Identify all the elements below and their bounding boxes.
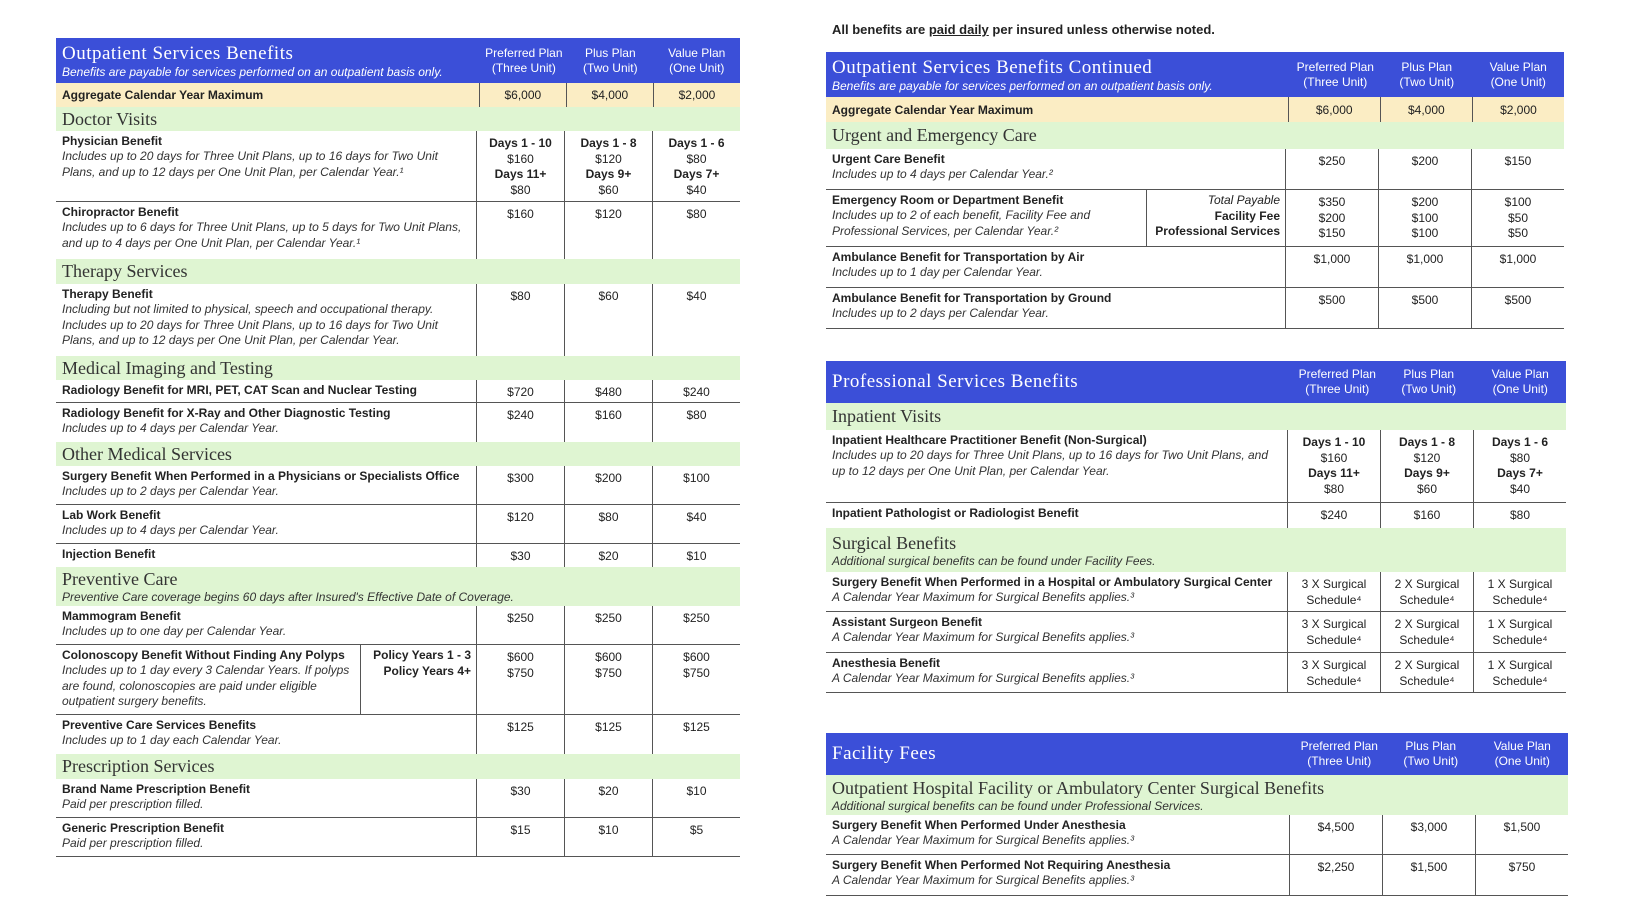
table-cell: Includes up to 20 days for Three Unit Plans, up to 16 days for Two Unit Plans, and up to 12 days per One Unit Plan, per Calendar Year. xyxy=(832,448,1269,478)
table-cell: Aggregate Calendar Year Maximum xyxy=(832,102,1034,117)
table-cell: $10 xyxy=(652,544,740,567)
table-cell: $100 xyxy=(1411,210,1439,225)
table-cell: $750 xyxy=(683,665,710,680)
table-cell: Ambulance Benefit for Transportation by Air xyxy=(832,250,1085,264)
table-cell: Includes up to one day per Calendar Year. xyxy=(62,624,287,638)
table-cell: Days 1 - 8 xyxy=(580,136,637,150)
table-cell: $200 xyxy=(564,466,652,504)
table-cell: $125 xyxy=(652,715,740,754)
table-cell: $120 xyxy=(595,151,622,166)
table-cell: $80 xyxy=(564,505,652,543)
table-cell: 2 X Surgical xyxy=(1394,658,1460,672)
table-cell: Schedule⁴ xyxy=(1492,632,1548,647)
table-cell: $160 xyxy=(476,202,564,259)
table-cell: Other Medical Services xyxy=(62,443,232,464)
table-cell: Facility Fee xyxy=(1214,208,1280,223)
table-cell: (Two Unit) xyxy=(1401,382,1457,396)
table-cell: Includes up to 2 days per Calendar Year. xyxy=(62,484,279,498)
table-cell: Generic Prescription Benefit xyxy=(62,821,225,835)
table-cell: Emergency Room or Department Benefit xyxy=(832,193,1064,207)
table-cell: $2,000 xyxy=(1472,97,1564,122)
table-cell: (One Unit) xyxy=(669,60,725,75)
table-cell: A Calendar Year Maximum for Surgical Benefits applies.³ xyxy=(832,630,1135,644)
table-row xyxy=(56,466,740,505)
table-cell: $120 xyxy=(1413,450,1441,465)
table-cell: $250 xyxy=(564,606,652,644)
table-cell: $240 xyxy=(652,380,740,402)
section-doctor-visits xyxy=(56,107,740,131)
table-cell: $125 xyxy=(564,715,652,754)
aggregate-row xyxy=(56,83,740,107)
table-cell: Includes up to 4 days per Calendar Year.² xyxy=(832,167,1053,181)
table-cell: Days 1 - 10 xyxy=(489,136,552,150)
table-cell: Days 1 - 6 xyxy=(668,136,725,150)
table-cell: Anesthesia Benefit xyxy=(832,656,941,670)
section-medical-imaging xyxy=(56,356,740,380)
table-cell: $100 xyxy=(652,466,740,504)
table-cell: $10 xyxy=(564,818,652,856)
table-cell: Radiology Benefit for X-Ray and Other Diagnostic Testing xyxy=(62,406,391,420)
table-cell: $150 xyxy=(1471,149,1564,189)
plan-header-preferred xyxy=(1292,361,1383,403)
table-cell: $10 xyxy=(652,779,740,817)
table-cell: 3 X Surgical xyxy=(1301,658,1367,672)
table-cell: $80 xyxy=(510,182,531,197)
plan-header-preferred xyxy=(1294,733,1386,775)
table-cell: Ambulance Benefit for Transportation by Ground xyxy=(832,291,1112,305)
table-cell: Schedule⁴ xyxy=(1306,592,1362,607)
table-cell: $4,500 xyxy=(1289,815,1382,854)
table-cell: 1 X Surgical xyxy=(1487,617,1553,631)
table-row xyxy=(56,606,740,645)
table-cell: $300 xyxy=(476,466,564,504)
table-cell: A Calendar Year Maximum for Surgical Benefits applies.³ xyxy=(832,833,1135,847)
table-cell: Days 9+ xyxy=(1404,466,1450,480)
table-cell: 1 X Surgical xyxy=(1487,658,1553,672)
table-cell: (Two Unit) xyxy=(582,60,638,75)
table-title: Facility Fees xyxy=(832,743,937,764)
table-cell: Days 1 - 6 xyxy=(1491,435,1549,449)
table-cell: Days 9+ xyxy=(585,167,632,181)
table-row xyxy=(826,288,1564,329)
table-cell: $30 xyxy=(476,544,564,567)
table-row xyxy=(56,818,740,857)
table-cell: 1 X Surgical xyxy=(1487,577,1553,591)
section-inpatient-visits xyxy=(826,403,1566,430)
table-row xyxy=(56,715,740,754)
table-cell: $4,000 xyxy=(1380,97,1472,122)
table-cell: Aggregate Calendar Year Maximum xyxy=(62,88,264,102)
table-cell: $100 xyxy=(1504,195,1532,209)
plan-header-preferred xyxy=(481,38,567,83)
table-cell: All benefits are xyxy=(832,22,929,37)
table-cell: Inpatient Visits xyxy=(832,406,942,426)
table-cell: $160 xyxy=(1380,503,1473,528)
table-row xyxy=(826,503,1566,528)
table-cell: $2,000 xyxy=(653,83,740,107)
table-cell: Preventive Care xyxy=(62,569,178,589)
table-row xyxy=(826,149,1564,190)
table-cell: $50 xyxy=(1507,210,1529,225)
table-cell: Preferred Plan xyxy=(485,45,563,60)
table-header xyxy=(56,38,740,83)
table-header xyxy=(826,361,1566,403)
plan-header-plus xyxy=(1381,52,1472,97)
table-cell: $40 xyxy=(1509,481,1531,496)
table-cell: Schedule⁴ xyxy=(1306,632,1362,647)
table-cell: $6,000 xyxy=(1288,97,1380,122)
table-cell: Injection Benefit xyxy=(62,547,156,561)
table-cell: $40 xyxy=(686,182,707,197)
table-cell: Preventive Care Services Benefits xyxy=(62,718,257,732)
section-other-medical xyxy=(56,442,740,466)
table-cell: (One Unit) xyxy=(1490,74,1546,89)
table-cell: $1,500 xyxy=(1382,855,1475,895)
table-subtitle: Benefits are payable for services performed on an outpatient basis only. xyxy=(62,64,443,79)
table-cell: $20 xyxy=(564,544,652,567)
table-cell: Paid per prescription filled. xyxy=(62,797,204,811)
table-cell: Schedule⁴ xyxy=(1399,592,1455,607)
table-cell: $3,000 xyxy=(1382,815,1475,854)
table-cell: Additional surgical benefits can be found under Facility Fees. xyxy=(832,553,1156,568)
table-row xyxy=(56,403,740,442)
table-cell: (Three Unit) xyxy=(491,60,556,75)
table-row xyxy=(826,247,1564,288)
table-cell: $200 xyxy=(1378,149,1471,189)
table-cell: Therapy Benefit xyxy=(62,287,153,301)
table-cell: Professional Services xyxy=(1155,224,1280,238)
table-cell: (Three Unit) xyxy=(1305,382,1370,396)
table-row xyxy=(56,380,740,403)
table-cell: Surgery Benefit When Performed Not Requiring Anesthesia xyxy=(832,858,1171,872)
table-cell: Therapy Services xyxy=(62,261,188,281)
table-row xyxy=(56,202,740,259)
table-cell: $250 xyxy=(652,606,740,644)
table-cell: Includes up to 6 days for Three Unit Plans, up to 5 days for Two Unit Plans, and up to 4 days per One Unit Plan, per Calendar Year.¹ xyxy=(62,220,462,250)
table-cell: $40 xyxy=(652,284,740,356)
table-cell: Schedule⁴ xyxy=(1399,673,1455,688)
table-cell: $50 xyxy=(1507,226,1529,240)
table-cell: Preferred Plan xyxy=(1300,739,1378,753)
table-cell: $250 xyxy=(1285,149,1378,189)
plan-header-preferred xyxy=(1290,52,1381,97)
table-cell: Days 7+ xyxy=(673,167,720,181)
table-cell: Preferred Plan xyxy=(1298,367,1376,381)
table-cell: $160 xyxy=(507,151,534,166)
table-cell: (One Unit) xyxy=(1492,382,1548,396)
section-outpatient-hospital-facility xyxy=(826,775,1568,815)
table-cell: $200 xyxy=(1318,210,1346,225)
table-cell: $60 xyxy=(598,182,619,197)
table-cell: $1,000 xyxy=(1285,247,1378,287)
table-cell: Includes up to 2 of each benefit, Facility Fee and Professional Services, per Calendar Year.² xyxy=(832,208,1091,238)
table-cell: 3 X Surgical xyxy=(1301,617,1367,631)
table-cell: Days 1 - 8 xyxy=(1398,435,1456,449)
table-cell: Including but not limited to physical, speech and occupational therapy. Includes up to 20 days for Three Unit Plans, up to 16 days for Two Unit Plans, and up to 12 days per One Unit Plan, per Calendar Year. xyxy=(62,302,438,347)
table-row xyxy=(826,815,1568,855)
table-cell: Includes up to 2 days per Calendar Year. xyxy=(832,306,1049,320)
table-cell: Policy Years 1 - 3 xyxy=(373,648,471,662)
table-cell: $1,000 xyxy=(1378,247,1471,287)
table-cell: $720 xyxy=(476,380,564,402)
table-cell: $160 xyxy=(564,403,652,442)
table-cell: $60 xyxy=(1416,481,1438,496)
table-cell: $120 xyxy=(564,202,652,259)
table-cell: Schedule⁴ xyxy=(1492,673,1548,688)
table-cell: (Three Unit) xyxy=(1303,74,1368,89)
table-subtitle: Benefits are payable for services performed on an outpatient basis only. xyxy=(832,78,1213,93)
table-cell: Inpatient Healthcare Practitioner Benefit (Non-Surgical) xyxy=(832,433,1147,447)
table-cell: (One Unit) xyxy=(1494,754,1550,768)
table-cell: Days 11+ xyxy=(1308,466,1360,480)
table-cell: $80 xyxy=(652,202,740,259)
table-title: Professional Services Benefits xyxy=(832,371,1079,392)
table-cell: $750 xyxy=(507,665,534,680)
table-cell: Physician Benefit xyxy=(62,134,163,148)
table-cell: Schedule⁴ xyxy=(1306,673,1362,688)
table-cell: Includes up to 20 days for Three Unit Plans, up to 16 days for Two Unit Plans, and up to 12 days per One Unit Plan, per Calendar Year.¹ xyxy=(62,149,438,179)
table-row xyxy=(56,505,740,544)
table-cell: Includes up to 4 days per Calendar Year. xyxy=(62,421,279,435)
table-cell: $40 xyxy=(652,505,740,543)
table-cell: $80 xyxy=(1509,450,1531,465)
table-cell: (Two Unit) xyxy=(1403,754,1459,768)
section-urgent-emergency xyxy=(826,122,1564,149)
table-cell: $80 xyxy=(686,151,707,166)
table-cell: Plus Plan xyxy=(1403,367,1455,381)
table-title: Outpatient Services Benefits Continued xyxy=(832,56,1153,78)
plan-header-value xyxy=(1475,361,1566,403)
table-cell: $30 xyxy=(476,779,564,817)
table-cell: Colonoscopy Benefit Without Finding Any Polyps xyxy=(62,648,345,662)
table-cell: $100 xyxy=(1411,226,1439,240)
table-cell: Radiology Benefit for MRI, PET, CAT Scan and Nuclear Testing xyxy=(62,383,417,397)
plan-header-value xyxy=(654,38,740,83)
table-cell: $120 xyxy=(476,505,564,543)
table-cell: Includes up to 1 day each Calendar Year. xyxy=(62,733,282,747)
table-cell: Assistant Surgeon Benefit xyxy=(832,615,983,629)
table-cell: Value Plan xyxy=(1489,59,1547,74)
table-cell: Days 7+ xyxy=(1497,466,1543,480)
table-cell: $160 xyxy=(1320,450,1348,465)
table-row xyxy=(826,190,1564,247)
table-cell: Includes up to 1 day every 3 Calendar Years. If polyps are found, colonoscopies are paid under eligible outpatient surgery benefits. xyxy=(62,663,350,708)
table-cell: $80 xyxy=(652,403,740,442)
table-cell: A Calendar Year Maximum for Surgical Benefits applies.³ xyxy=(832,671,1135,685)
table-cell: (Two Unit) xyxy=(1399,74,1455,89)
table-cell: $750 xyxy=(1475,855,1568,895)
section-prescription xyxy=(56,754,740,779)
table-cell: $125 xyxy=(476,715,564,754)
plan-header-value xyxy=(1477,733,1569,775)
table-cell: $500 xyxy=(1378,288,1471,328)
table-cell: Medical Imaging and Testing xyxy=(62,357,273,378)
table-row xyxy=(826,653,1566,693)
table-cell: $500 xyxy=(1471,288,1564,328)
table-row xyxy=(56,284,740,356)
table-cell: Includes up to 1 day per Calendar Year. xyxy=(832,265,1043,279)
table-cell: $600 xyxy=(595,650,622,664)
table-cell: Urgent and Emergency Care xyxy=(832,125,1037,145)
table-cell: $500 xyxy=(1285,288,1378,328)
table-cell: Prescription Services xyxy=(62,756,215,776)
aggregate-row xyxy=(826,97,1564,122)
table-cell: $80 xyxy=(1323,481,1345,496)
table-row xyxy=(56,544,740,567)
table-cell: Surgical Benefits xyxy=(832,532,957,553)
table-cell: A Calendar Year Maximum for Surgical Benefits applies.³ xyxy=(832,873,1135,887)
table-cell: Days 1 - 10 xyxy=(1302,435,1366,449)
table-cell: $750 xyxy=(595,665,622,680)
table-row xyxy=(56,131,740,202)
table-cell: Surgery Benefit When Performed in a Hospital or Ambulatory Surgical Center xyxy=(832,575,1273,589)
section-surgical-benefits xyxy=(826,528,1566,572)
table-cell: Surgery Benefit When Performed in a Physicians or Specialists Office xyxy=(62,469,460,483)
table-cell: $2,250 xyxy=(1289,855,1382,895)
table-cell: Surgery Benefit When Performed Under Anesthesia xyxy=(832,818,1126,832)
plan-header-plus xyxy=(1385,733,1477,775)
table-cell: Plus Plan xyxy=(1405,739,1457,753)
table-cell: Plus Plan xyxy=(584,45,636,60)
table-cell: Preventive Care coverage begins 60 days after Insured's Effective Date of Coverage. xyxy=(62,590,514,604)
table-cell: Value Plan xyxy=(1491,367,1549,381)
table-cell: Schedule⁴ xyxy=(1399,632,1455,647)
table-row xyxy=(826,572,1566,612)
paid-daily-note xyxy=(832,22,1215,37)
table-cell: (Three Unit) xyxy=(1307,754,1372,768)
table-cell: Additional surgical benefits can be found under Professional Services. xyxy=(832,798,1204,813)
table-cell: $6,000 xyxy=(479,83,566,107)
table-header xyxy=(826,52,1564,97)
table-cell: $480 xyxy=(564,380,652,402)
table-cell: $250 xyxy=(476,606,564,644)
table-cell: $240 xyxy=(476,403,564,442)
table-cell: Total Payable xyxy=(1207,193,1280,207)
table-cell: $80 xyxy=(476,284,564,356)
table-cell: Preferred Plan xyxy=(1296,59,1374,74)
section-therapy-services xyxy=(56,259,740,284)
table-cell: $60 xyxy=(564,284,652,356)
table-cell: paid daily xyxy=(928,22,989,37)
table-cell: $15 xyxy=(476,818,564,856)
table-row xyxy=(826,612,1566,653)
plan-header-plus xyxy=(567,38,653,83)
table-cell: $5 xyxy=(652,818,740,856)
table-cell: $600 xyxy=(507,650,534,664)
table-cell: A Calendar Year Maximum for Surgical Benefits applies.³ xyxy=(832,590,1135,604)
section-preventive-care xyxy=(56,567,740,606)
table-cell: $600 xyxy=(683,650,710,664)
table-row xyxy=(826,855,1568,896)
table-row xyxy=(826,430,1566,503)
table-cell: Chiropractor Benefit xyxy=(62,205,179,219)
plan-header-value xyxy=(1473,52,1564,97)
table-cell: Outpatient Hospital Facility or Ambulatory Center Surgical Benefits xyxy=(832,777,1325,798)
plan-header-plus xyxy=(1383,361,1474,403)
table-cell: $1,000 xyxy=(1471,247,1564,287)
table-cell: Value Plan xyxy=(668,45,726,60)
table-cell: per insured unless otherwise noted. xyxy=(988,22,1215,37)
table-cell: Inpatient Pathologist or Radiologist Benefit xyxy=(832,506,1079,520)
table-cell: 3 X Surgical xyxy=(1301,577,1367,591)
table-header xyxy=(826,733,1568,775)
table-cell: $20 xyxy=(564,779,652,817)
table-cell: $80 xyxy=(1473,503,1566,528)
table-cell: Paid per prescription filled. xyxy=(62,836,204,850)
table-cell: $1,500 xyxy=(1475,815,1568,854)
table-cell: $240 xyxy=(1287,503,1380,528)
table-cell: $200 xyxy=(1411,195,1439,209)
table-cell: Plus Plan xyxy=(1401,59,1453,74)
table-cell: Policy Years 4+ xyxy=(383,663,471,678)
table-cell: Schedule⁴ xyxy=(1492,592,1548,607)
table-row xyxy=(56,645,740,715)
table-row xyxy=(56,779,740,818)
table-title: Outpatient Services Benefits xyxy=(62,42,294,64)
table-cell: $4,000 xyxy=(566,83,653,107)
table-cell: $150 xyxy=(1318,226,1346,240)
table-cell: Mammogram Benefit xyxy=(62,609,181,623)
table-cell: Brand Name Prescription Benefit xyxy=(62,782,251,796)
table-cell: 2 X Surgical xyxy=(1394,577,1460,591)
table-cell: $350 xyxy=(1318,195,1346,209)
table-cell: Includes up to 4 days per Calendar Year. xyxy=(62,523,279,537)
table-cell: 2 X Surgical xyxy=(1394,617,1460,631)
table-cell: Urgent Care Benefit xyxy=(832,152,945,166)
table-cell: Lab Work Benefit xyxy=(62,508,161,522)
table-cell: Days 11+ xyxy=(494,167,547,181)
table-cell: Value Plan xyxy=(1493,739,1551,753)
table-cell: Doctor Visits xyxy=(62,108,158,129)
